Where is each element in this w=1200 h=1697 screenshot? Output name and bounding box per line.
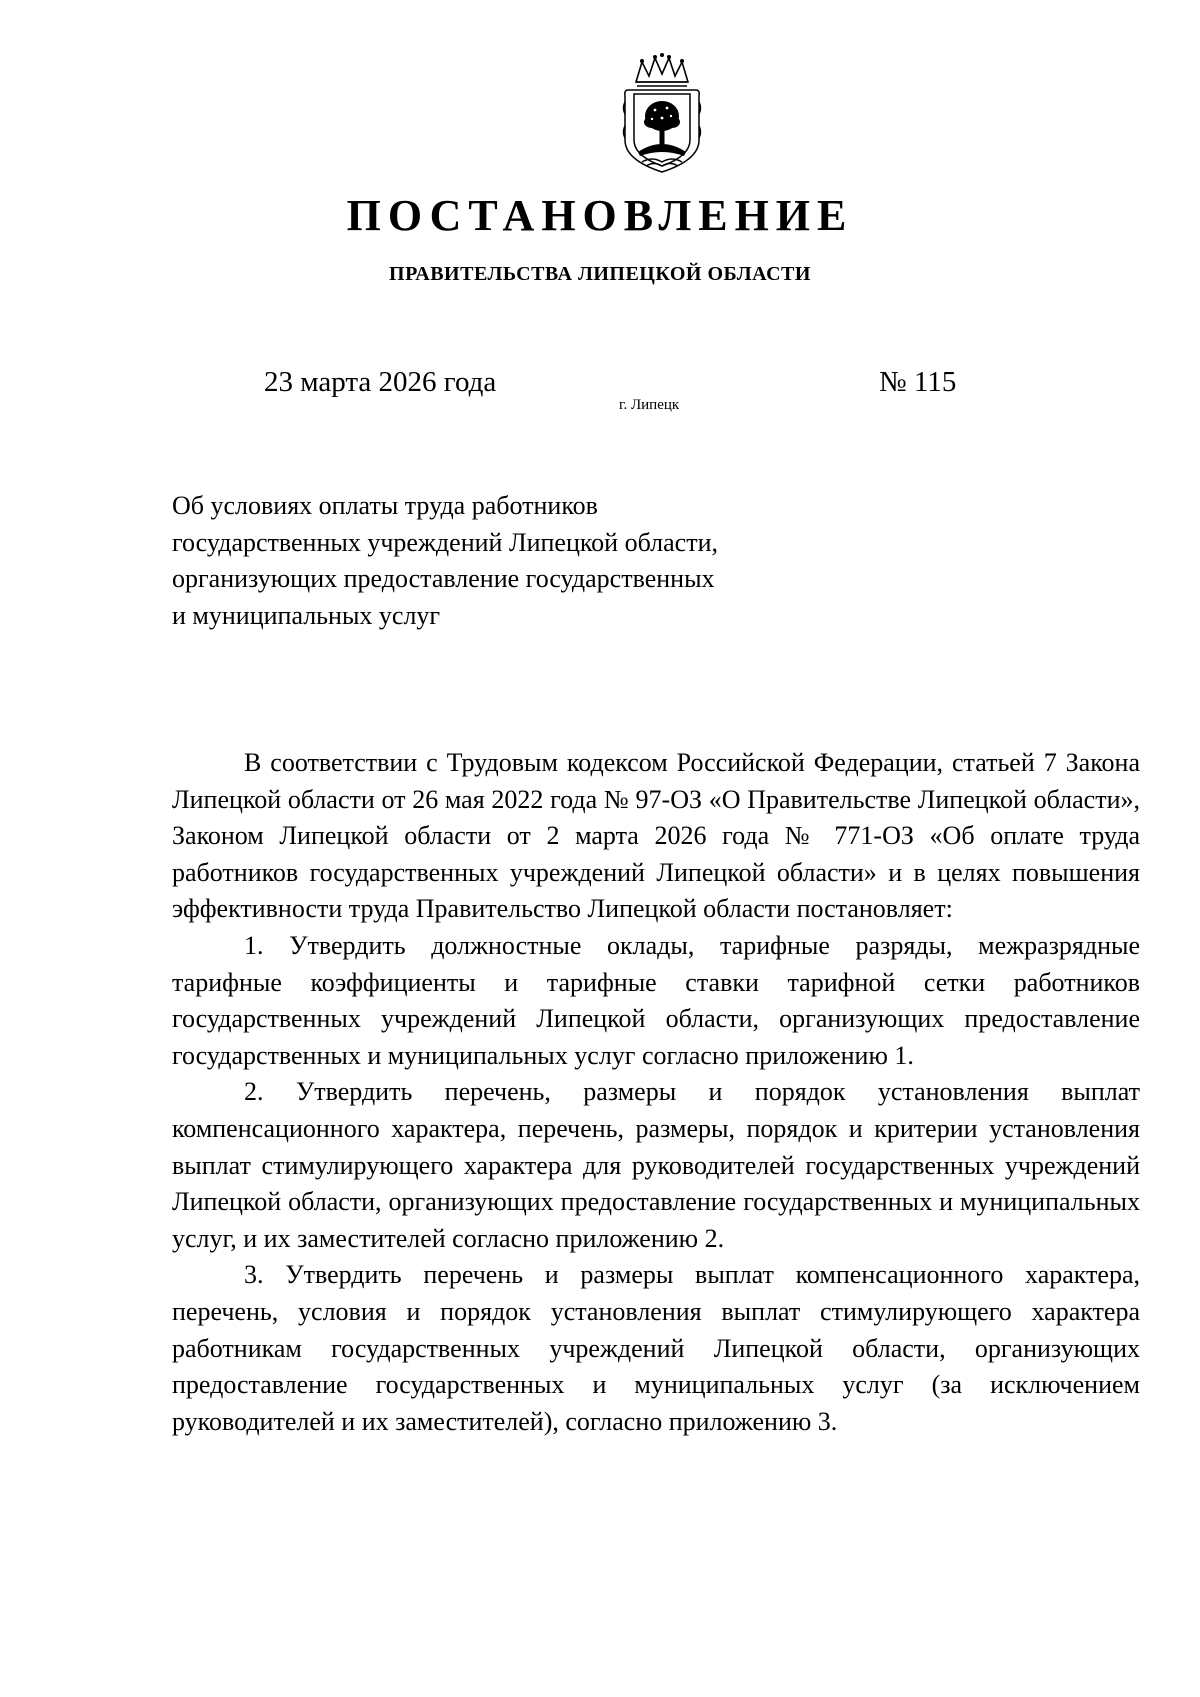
document-city: г. Липецк bbox=[619, 397, 680, 413]
document-date: 23 марта 2026 года bbox=[264, 366, 497, 398]
document-number: № 115 bbox=[879, 366, 957, 398]
document-body bbox=[172, 745, 1140, 1440]
clause-1-paragraph: 1. Утвердить должностные оклады, тарифные разряды, межразрядные тарифные коэффициенты и тарифные ставки тарифной сетки работников государственных учреждений Липецкой области, организующих предоставление государственных и муниципальных услуг согласно приложению 1. bbox=[172, 930, 1140, 1070]
coat-of-arms-icon bbox=[622, 52, 702, 176]
document-heading bbox=[172, 488, 832, 634]
document-title: ПОСТАНОВЛЕНИЕ bbox=[346, 191, 854, 240]
heading-line: государственных учреждений Липецкой области, bbox=[172, 527, 718, 557]
preamble-paragraph: В соответствии с Трудовым кодексом Российской Федерации, статьей 7 Закона Липецкой области от 26 мая 2022 года № 97-ОЗ «О Правительстве Липецкой области», Законом Липецкой области от 2 марта 2026 года № 771-ОЗ «Об оплате труда работников государственных учреждений Липецкой области» и в целях повышения эффективности труда Правительство Липецкой области постановляет: bbox=[172, 748, 1140, 924]
clause-3-paragraph: 3. Утвердить перечень и размеры выплат компенсационного характера, перечень, условия и порядок установления выплат стимулирующего характера работникам государственных учреждений Липецкой области, организующих предоставление государственных и муниципальных услуг (за исключением руководителей и их заместителей), согласно приложению 3. bbox=[172, 1260, 1140, 1436]
document-subtitle: ПРАВИТЕЛЬСТВА ЛИПЕЦКОЙ ОБЛАСТИ bbox=[389, 263, 811, 285]
heading-line: организующих предоставление государственных bbox=[172, 564, 715, 593]
heading-line: Об условиях оплаты труда работников bbox=[172, 491, 598, 520]
clause-2-paragraph: 2. Утвердить перечень, размеры и порядок установления выплат компенсационного характера, перечень, размеры, порядок и критерии установления выплат стимулирующего характера для руководителей государственных учреждений Липецкой области, организующих предоставление государственных и муниципальных услуг, и их заместителей согласно приложению 2. bbox=[172, 1077, 1140, 1253]
heading-line: и муниципальных услуг bbox=[172, 600, 441, 630]
